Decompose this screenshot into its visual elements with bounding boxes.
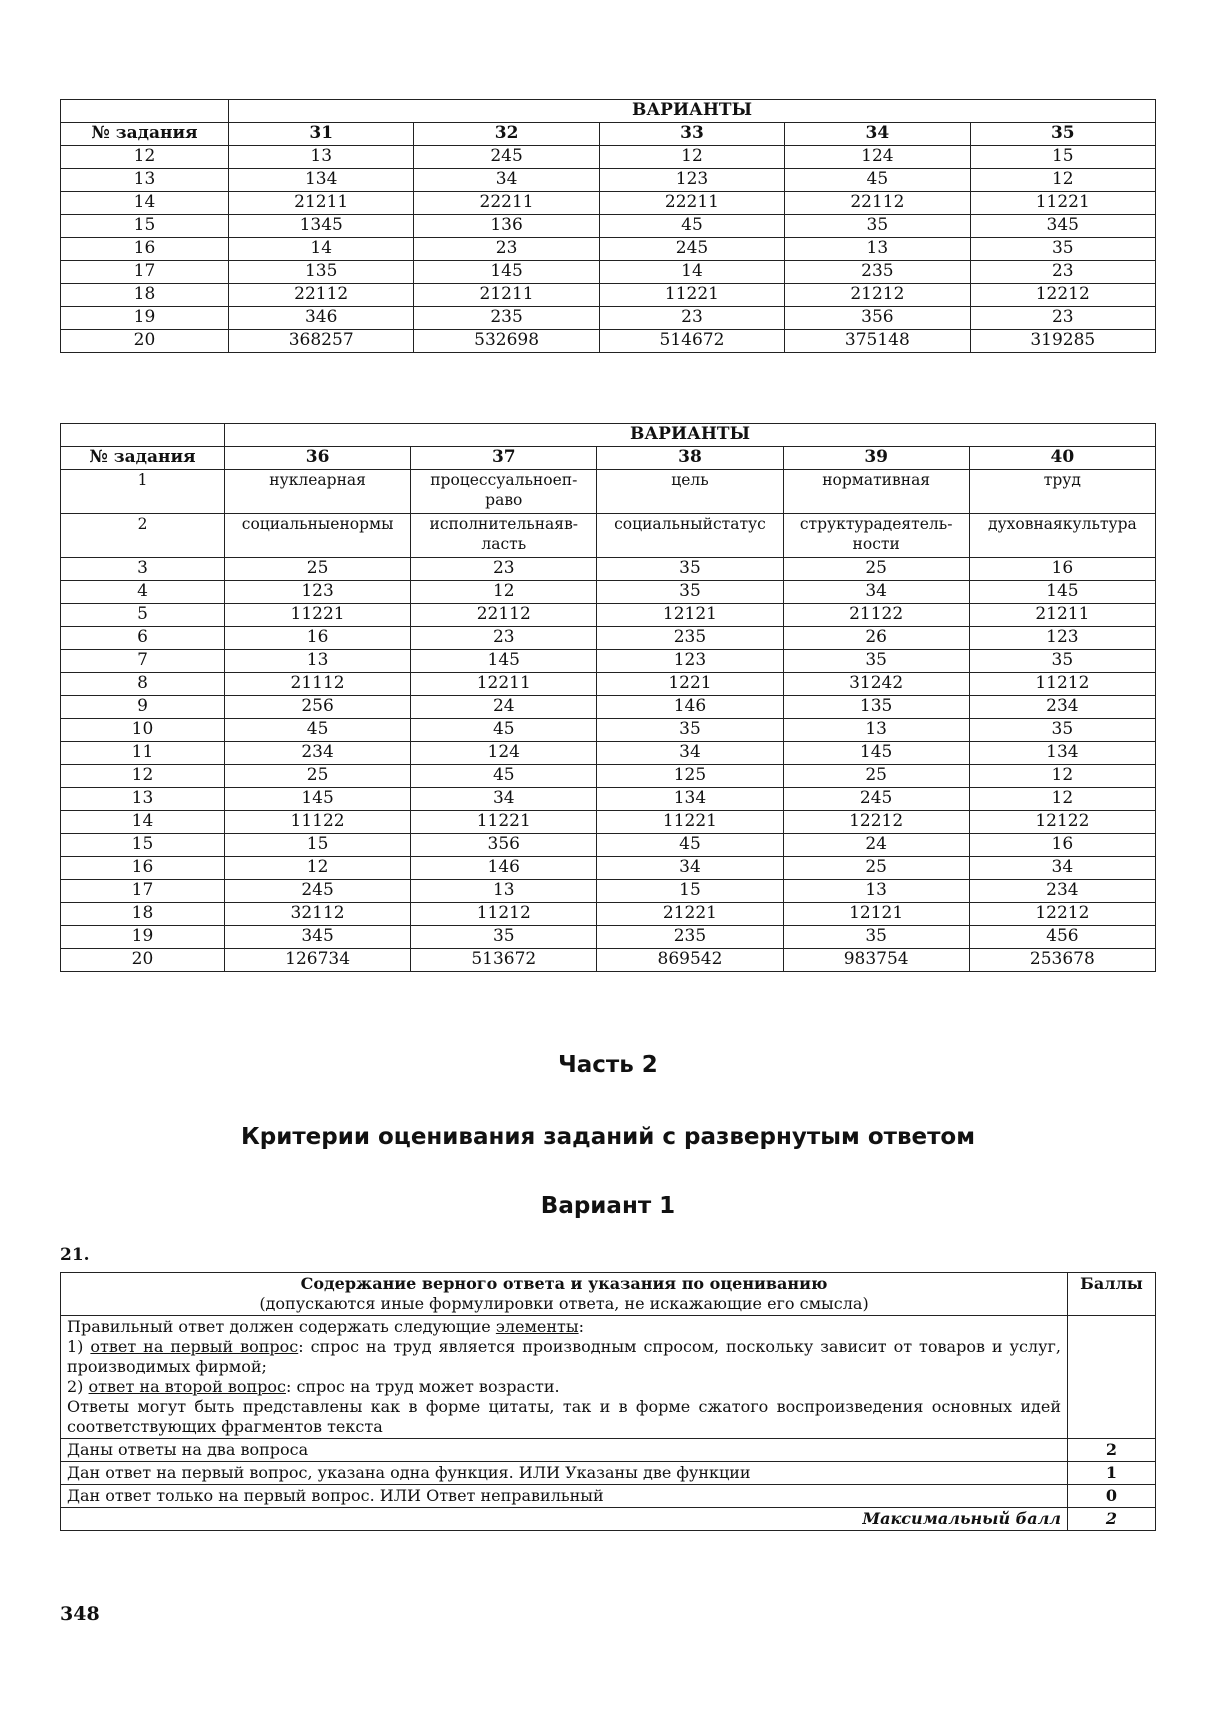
answer-cell: 34 xyxy=(597,742,783,765)
answer-cell: духовнаякультура xyxy=(969,514,1155,558)
variant-header-33: 33 xyxy=(599,123,784,146)
variant-header-38: 38 xyxy=(597,447,783,470)
answer-cell: 136 xyxy=(414,215,599,238)
table-row xyxy=(61,880,1156,903)
table-row xyxy=(61,558,1156,581)
answer-cell: 21212 xyxy=(785,284,970,307)
score-row xyxy=(61,1485,1156,1508)
answer-cell: 34 xyxy=(597,857,783,880)
answer-cell: 234 xyxy=(969,696,1155,719)
task-number: 11 xyxy=(61,742,225,765)
table-row xyxy=(61,903,1156,926)
answer-cell: социальныенормы xyxy=(225,514,411,558)
answer-cell: 35 xyxy=(970,238,1155,261)
table-row xyxy=(61,146,1156,169)
part-title: Часть 2 xyxy=(558,1052,658,1078)
answer-cell: 12122 xyxy=(969,811,1155,834)
answer-cell: 21122 xyxy=(783,604,969,627)
answer-cell: 345 xyxy=(225,926,411,949)
answer-cell: 532698 xyxy=(414,330,599,353)
task-number: 13 xyxy=(61,788,225,811)
score-points: 2 xyxy=(1068,1439,1156,1462)
answer-cell: 12 xyxy=(411,581,597,604)
variant-title: Вариант 1 xyxy=(540,1193,676,1219)
table-row xyxy=(61,673,1156,696)
variant-header-40: 40 xyxy=(969,447,1155,470)
table-row xyxy=(61,581,1156,604)
answer-cell: 35 xyxy=(783,926,969,949)
answer-cell: 245 xyxy=(225,880,411,903)
answer-cell: труд xyxy=(969,470,1155,514)
answer-cell: 12121 xyxy=(783,903,969,926)
answer-cell: 245 xyxy=(783,788,969,811)
answers-table-31-35 xyxy=(60,99,1156,353)
answer-cell: 35 xyxy=(969,650,1155,673)
answer-cell: 345 xyxy=(970,215,1155,238)
answer-cell: 11212 xyxy=(969,673,1155,696)
answer-cell: 35 xyxy=(597,581,783,604)
table-row xyxy=(61,330,1156,353)
task-number: 9 xyxy=(61,696,225,719)
table-row xyxy=(61,650,1156,673)
variant-header-32: 32 xyxy=(414,123,599,146)
table-row xyxy=(61,192,1156,215)
answer-cell: 12 xyxy=(969,788,1155,811)
answer-cell: 346 xyxy=(229,307,414,330)
task-number: 16 xyxy=(61,238,229,261)
answer-cell: 124 xyxy=(411,742,597,765)
answer-cell: 319285 xyxy=(970,330,1155,353)
answer-content-points xyxy=(1068,1316,1156,1439)
answer-cell: 15 xyxy=(597,880,783,903)
table-row xyxy=(61,627,1156,650)
answer-cell: 12212 xyxy=(970,284,1155,307)
answer-cell: 12 xyxy=(969,765,1155,788)
answer-cell: 23 xyxy=(970,261,1155,284)
answer-cell: 21211 xyxy=(969,604,1155,627)
answer-cell: 1221 xyxy=(597,673,783,696)
answer-cell: 145 xyxy=(414,261,599,284)
answer-two: 2) ответ на второй вопрос: спрос на труд может возрасти. xyxy=(67,1377,560,1396)
answer-cell: 368257 xyxy=(229,330,414,353)
answer-cell: 34 xyxy=(411,788,597,811)
answer-cell: 45 xyxy=(411,719,597,742)
table-row xyxy=(61,926,1156,949)
table-row xyxy=(61,514,1156,558)
answer-cell: 12 xyxy=(225,857,411,880)
score-criterion: Дан ответ только на первый вопрос. ИЛИ Ответ неправильный xyxy=(61,1485,1068,1508)
answer-cell: структурадеятель- ности xyxy=(783,514,969,558)
answer-cell: 456 xyxy=(969,926,1155,949)
answer-cell: 25 xyxy=(783,857,969,880)
task-number: 14 xyxy=(61,192,229,215)
answer-cell: 25 xyxy=(225,765,411,788)
task-number: 10 xyxy=(61,719,225,742)
answer-cell: 24 xyxy=(411,696,597,719)
answer-cell: 21211 xyxy=(229,192,414,215)
answer-cell: 145 xyxy=(969,581,1155,604)
answer-cell: 21112 xyxy=(225,673,411,696)
answer-cell: 11212 xyxy=(411,903,597,926)
answer-cell: 869542 xyxy=(597,949,783,972)
answer-cell: 21221 xyxy=(597,903,783,926)
answer-cell: 145 xyxy=(225,788,411,811)
answer-cell: 14 xyxy=(229,238,414,261)
task-number: 12 xyxy=(61,146,229,169)
task-number: 15 xyxy=(61,215,229,238)
answer-cell: 35 xyxy=(411,926,597,949)
answer-cell: 11221 xyxy=(970,192,1155,215)
answer-cell: 356 xyxy=(785,307,970,330)
table2-corner xyxy=(61,424,225,447)
answer-cell: 375148 xyxy=(785,330,970,353)
answer-cell: социальныйстатус xyxy=(597,514,783,558)
table-row xyxy=(61,811,1156,834)
answer-cell: 45 xyxy=(597,834,783,857)
answer-cell: 16 xyxy=(969,558,1155,581)
table-row xyxy=(61,307,1156,330)
table-row xyxy=(61,696,1156,719)
answer-cell: 45 xyxy=(599,215,784,238)
answer-cell: 34 xyxy=(783,581,969,604)
answer-cell: 135 xyxy=(783,696,969,719)
answer-cell: 12212 xyxy=(783,811,969,834)
answer-cell: 15 xyxy=(225,834,411,857)
task-number: 19 xyxy=(61,307,229,330)
table-row xyxy=(61,169,1156,192)
score-points: 1 xyxy=(1068,1462,1156,1485)
criteria-table xyxy=(60,1272,1156,1531)
table-row xyxy=(61,284,1156,307)
max-score-label: Максимальный балл xyxy=(61,1508,1068,1531)
answer-cell: цель xyxy=(597,470,783,514)
task-number: 19 xyxy=(61,926,225,949)
answer-cell: 23 xyxy=(414,238,599,261)
answer-cell: 15 xyxy=(970,146,1155,169)
answer-cell: исполнительнаяв- ласть xyxy=(411,514,597,558)
table1-corner xyxy=(61,100,229,123)
answer-cell: 25 xyxy=(225,558,411,581)
task-number: 18 xyxy=(61,903,225,926)
score-criterion: Дан ответ на первый вопрос, указана одна функция. ИЛИ Указаны две функции xyxy=(61,1462,1068,1485)
answer-cell: 235 xyxy=(785,261,970,284)
task-number: 4 xyxy=(61,581,225,604)
table-row xyxy=(61,604,1156,627)
variant-header-37: 37 xyxy=(411,447,597,470)
answer-cell: 35 xyxy=(597,719,783,742)
task-number: 17 xyxy=(61,880,225,903)
table-row xyxy=(61,719,1156,742)
criteria-header xyxy=(61,1273,1068,1316)
answer-cell: 126734 xyxy=(225,949,411,972)
answer-cell: 123 xyxy=(225,581,411,604)
variant-header-39: 39 xyxy=(783,447,969,470)
answer-cell: 125 xyxy=(597,765,783,788)
table1-task-label: № задания xyxy=(61,123,229,146)
answer-cell: 23 xyxy=(599,307,784,330)
variant-header-35: 35 xyxy=(970,123,1155,146)
table-row xyxy=(61,857,1156,880)
table-row xyxy=(61,742,1156,765)
answer-cell: 513672 xyxy=(411,949,597,972)
answer-cell: 134 xyxy=(597,788,783,811)
task-number: 1 xyxy=(61,470,225,514)
answer-cell: 983754 xyxy=(783,949,969,972)
answer-cell: 22211 xyxy=(414,192,599,215)
answer-one: 1) ответ на первый вопрос: спрос на труд является производным спросом, поскольку зависит от товаров и услуг, производимых фирмой; xyxy=(67,1337,1061,1376)
answer-cell: 123 xyxy=(599,169,784,192)
answer-cell: 235 xyxy=(597,926,783,949)
answer-cell: 35 xyxy=(597,558,783,581)
answer-cell: 13 xyxy=(411,880,597,903)
table-row xyxy=(61,765,1156,788)
answer-cell: процессуальноеп- раво xyxy=(411,470,597,514)
answer-cell: 34 xyxy=(414,169,599,192)
answer-cell: 22211 xyxy=(599,192,784,215)
answer-cell: 245 xyxy=(599,238,784,261)
answer-cell: 23 xyxy=(411,558,597,581)
task-number: 17 xyxy=(61,261,229,284)
answer-cell: 26 xyxy=(783,627,969,650)
task-number: 18 xyxy=(61,284,229,307)
answer-cell: 12 xyxy=(599,146,784,169)
score-criterion: Даны ответы на два вопроса xyxy=(61,1439,1068,1462)
answer-cell: 123 xyxy=(597,650,783,673)
answer-cell: 256 xyxy=(225,696,411,719)
answer-cell: 514672 xyxy=(599,330,784,353)
answer-cell: 135 xyxy=(229,261,414,284)
answer-cell: 45 xyxy=(411,765,597,788)
answer-cell: 12 xyxy=(970,169,1155,192)
answer-cell: 16 xyxy=(225,627,411,650)
answer-cell: 145 xyxy=(411,650,597,673)
answer-cell: 16 xyxy=(969,834,1155,857)
task-number: 3 xyxy=(61,558,225,581)
answer-cell: 146 xyxy=(597,696,783,719)
answer-cell: 32112 xyxy=(225,903,411,926)
task-number: 20 xyxy=(61,949,225,972)
answer-cell: 23 xyxy=(411,627,597,650)
answer-cell: 13 xyxy=(225,650,411,673)
answer-cell: 134 xyxy=(229,169,414,192)
answer-cell: нуклеарная xyxy=(225,470,411,514)
answer-cell: 23 xyxy=(970,307,1155,330)
answer-cell: 34 xyxy=(969,857,1155,880)
answer-cell: 146 xyxy=(411,857,597,880)
answer-cell: 22112 xyxy=(411,604,597,627)
answer-cell: 13 xyxy=(783,719,969,742)
task-number: 7 xyxy=(61,650,225,673)
answer-cell: 13 xyxy=(783,880,969,903)
answer-cell: 12121 xyxy=(597,604,783,627)
answer-cell: 235 xyxy=(414,307,599,330)
answer-cell: 11221 xyxy=(597,811,783,834)
task-number: 12 xyxy=(61,765,225,788)
answer-intro: Правильный ответ должен содержать следующие элементы: xyxy=(67,1317,585,1336)
answer-cell: нормативная xyxy=(783,470,969,514)
table-row xyxy=(61,788,1156,811)
answer-cell: 22112 xyxy=(785,192,970,215)
answer-cell: 12212 xyxy=(969,903,1155,926)
score-row xyxy=(61,1439,1156,1462)
table2-task-label: № задания xyxy=(61,447,225,470)
answer-cell: 234 xyxy=(969,880,1155,903)
answer-cell: 234 xyxy=(225,742,411,765)
task-number: 14 xyxy=(61,811,225,834)
task-number: 8 xyxy=(61,673,225,696)
criteria-header-line2: (допускаются иные формулировки ответа, не искажающие его смысла) xyxy=(259,1294,869,1313)
answer-cell: 11221 xyxy=(599,284,784,307)
answer-cell: 123 xyxy=(969,627,1155,650)
answer-cell: 35 xyxy=(785,215,970,238)
table1-variants-header: ВАРИАНТЫ xyxy=(229,100,1156,123)
criteria-header-line1: Содержание верного ответа и указания по оцениванию xyxy=(300,1274,828,1293)
variant-header-34: 34 xyxy=(785,123,970,146)
variant-header-31: 31 xyxy=(229,123,414,146)
answer-cell: 45 xyxy=(225,719,411,742)
answer-cell: 13 xyxy=(229,146,414,169)
table-row xyxy=(61,261,1156,284)
answer-cell: 235 xyxy=(597,627,783,650)
answer-cell: 134 xyxy=(969,742,1155,765)
answer-cell: 21211 xyxy=(414,284,599,307)
points-header: Баллы xyxy=(1068,1273,1156,1316)
answer-cell: 25 xyxy=(783,765,969,788)
question-number: 21. xyxy=(60,1245,90,1265)
answer-cell: 356 xyxy=(411,834,597,857)
answer-content xyxy=(61,1316,1068,1439)
table-row xyxy=(61,238,1156,261)
table-row xyxy=(61,834,1156,857)
answer-cell: 24 xyxy=(783,834,969,857)
task-number: 13 xyxy=(61,169,229,192)
answer-cell: 11221 xyxy=(411,811,597,834)
criteria-title: Критерии оценивания заданий с развернутым ответом xyxy=(240,1124,976,1150)
variant-header-36: 36 xyxy=(225,447,411,470)
task-number: 5 xyxy=(61,604,225,627)
answer-cell: 35 xyxy=(783,650,969,673)
answer-cell: 45 xyxy=(785,169,970,192)
answer-note: Ответы могут быть представлены как в форме цитаты, так и в форме сжатого воспроизведения основных идей соответствующих фрагментов текста xyxy=(67,1397,1061,1436)
max-score-value: 2 xyxy=(1068,1508,1156,1531)
answer-cell: 124 xyxy=(785,146,970,169)
task-number: 16 xyxy=(61,857,225,880)
table2-variants-header: ВАРИАНТЫ xyxy=(225,424,1156,447)
answer-cell: 1345 xyxy=(229,215,414,238)
answer-cell: 12211 xyxy=(411,673,597,696)
task-number: 6 xyxy=(61,627,225,650)
answer-cell: 145 xyxy=(783,742,969,765)
answer-cell: 25 xyxy=(783,558,969,581)
task-number: 15 xyxy=(61,834,225,857)
answers-table-36-40 xyxy=(60,423,1156,972)
answer-cell: 31242 xyxy=(783,673,969,696)
answer-cell: 11122 xyxy=(225,811,411,834)
table-row xyxy=(61,215,1156,238)
table-row xyxy=(61,949,1156,972)
answer-cell: 253678 xyxy=(969,949,1155,972)
task-number: 2 xyxy=(61,514,225,558)
answer-cell: 22112 xyxy=(229,284,414,307)
task-number: 20 xyxy=(61,330,229,353)
answer-cell: 13 xyxy=(785,238,970,261)
score-row xyxy=(61,1462,1156,1485)
table-row xyxy=(61,470,1156,514)
answer-cell: 11221 xyxy=(225,604,411,627)
answer-cell: 245 xyxy=(414,146,599,169)
answer-cell: 35 xyxy=(969,719,1155,742)
page-number: 348 xyxy=(60,1603,100,1625)
score-points: 0 xyxy=(1068,1485,1156,1508)
answer-cell: 14 xyxy=(599,261,784,284)
